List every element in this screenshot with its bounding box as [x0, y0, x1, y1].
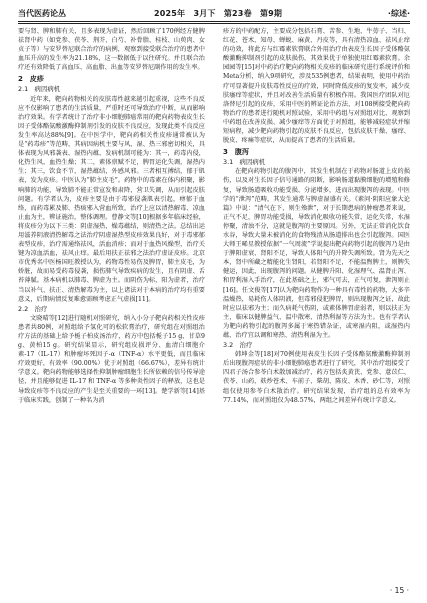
page-number: · 15 · — [389, 586, 409, 595]
section-heading: 3 腹泻 — [223, 148, 249, 157]
paragraph: 近年来，靶向药物相关的皮肤毒性越来越引起重视，这些不良反应不仅影响了患者的生活质量，严重时还可导致治疗中断，从而影响治疗效果。有学者统计了治疗非小细胞肺癌常用的靶向药物表皮生长因子受体酪氨酸激酶抑制剂引发的皮肤不良反应，发现此类不良反应发生率高达88%[9]。在中医学中，靶向药相关性皮疹通常被认为是“药毒疹”等范畴，其病因病机主要与风、湿、热三邪密切相关，具体表现为风邪袭表、湿热内蕴、发病机制可能为：其一，药毒内侵，化热生风，血热生燥；其二，素体禀赋不足，脾胃运化失调，湿热内生；其三，饮食不节，湿热蕴结，外感风邪。三者相互搏结，郁于肌表，发为皮疹。中医认为“肺主皮毛”。药物中的毒素在体内积聚，影响肺的功能，导致肺不能正常宣发和肃降，营卫失调，从而引起皮肤问题。有学者认为，皮疹主要是由于毒邪侵袭肌表引起，痹郁于血络，而药毒累及肺、热痰邪入营血所致，治疗上应以清热解毒、凉血止血为主，辨证施治，整体调理。曹静文等[10]根据多年临床经验，将皮疹分为以下三类：阴虚湿热，燥毒蕴结，则清热之法。总结出运用滋养阴液清热解毒之法治疗阴虚湿热型皮疹效果良好，对于毒邪郁表型皮疹，治疗需通络祛风，活血消疹；而对于血热风燥型，治疗关键为凉血活血，祛风止痒。最后用扶正祛邪之法治疗虚证皮疹。北京市优秀名中医杨国旺教授认为，药物毒性易伤及脾胃，肺主皮毛，为娇脏，故而易受药毒侵袭，损伤肺气导致疾病的发生，且有阴虚、舌苔薄腻。基本病机以肺毒、脾虚为主。而阴伤为标，阳为虚者，治疗当以补气、扶正、清热解毒为主，以上诸法对于本病的治疗均有重要意义，后期病情反复难愈需顾考虑正气虚损[11]。 — [18, 95, 205, 303]
subsection-heading: 2.2 治疗 — [18, 304, 48, 313]
section-heading: 2 皮疹 — [18, 75, 44, 84]
subsection-heading: 2.1 病因病机 — [18, 85, 61, 94]
running-header — [18, 6, 410, 20]
paragraph: 韩坤金等[18]对70例使用表皮生长因子受体酪氨酸激酶抑制剂后出现腹泻症状的非小细胞肺癌患者进行了研究，其中治疗组接受了四君子汤合参苓白术散加减治疗，药方包括炙黄芪、党参、薏苡仁、茯苓、山药、麸炒苍术、车前子、柴胡、陈皮、木香、砂仁等，对照组仅使用参苓白术散治疗。研究结果发现，治疗组的总有效率为77.14%，而对照组仅为48.57%，两组之间差异有统计学意义。 — [223, 351, 410, 404]
right-column — [223, 27, 410, 587]
paragraph: 疹方的中药配方，主要成分包括石膏、苦参、生地、牛蒡子、当归、红花、苍术、知母、蝉蜕、麻黄、丹皮等，具有清热凉血、祛风止痒的功效，将此方与红霉素软膏联合外用治疗由表皮生长因子受体酪氨酸激酶抑制剂引起的皮肤损伤，其效果优于单独使用红霉素软膏。余园园等[15]对中药治疗靶向药物相关皮疹的临床研究进行系统评价和Meta分析，纳入9项研究，涉及535例患者，结果表明，使用中药治疗可显著提升皮肤毒性反应的疗效，同时降低皮疹的复发率，减少皮肤瘙痒等症状，并且对改善生活质量有积极作用。我国医疗团队对厄洛替尼引起的皮疹，采用中医的辨证论治方法，对108例接受靶向药物治疗的患者进行随机对照试验，采用中药组与对照组对比，观察到中药组在改善皮损、减少瘙痒等方面优于对照组，能够减轻症状并缩短病程，减少靶向药物引起的皮肤不良反应，包括皮肤干燥、瘙痒、脱皮、疼痛等症状，从而提高了患者的生活质量。 — [223, 28, 410, 145]
journal-name: 当代医药论丛 — [18, 9, 66, 18]
header-rule-double — [18, 23, 410, 24]
paragraph: 文晓晴等[12]进行随机对照研究，纳入小分子靶向药相关性皮疹患者共80例，对照组给予氢化可的松软膏治疗，研究组在对照组治疗方法的基础上给予栀子柏皮汤治疗，药方中包括栀子15 g、甘草9 g、黄柏15 g。研究结果显示，研究组皮损评分、血清白细胞介素-17（IL-17）和肿瘤坏死因子-α（TNF-α）水平更低，而且临床疗效更好，有效率（90.00%）优于对照组（66.67%），差异有统计学意义。靶向药物能够选择性抑制肿瘤细胞生长所依赖的信号传导途径，并且能够促进 IL-17 和 TNF-α 等多种炎性因子的释放，这也是导致皮疹等不良反应的产生是至关重要的一环[13]。楚学新等[14]基于临床实践，创制了一种名为消 — [18, 314, 205, 404]
issue-info: 2025年 3月下 第23卷 第9期 — [154, 9, 283, 18]
subsection-heading: 3.1 病因病机 — [223, 158, 266, 167]
paragraph: 在靶向药物引起的腹泻中，其发生机制在于药物对肠道上皮的损伤，以及对生长因子信号通路的阻断，影响肠道黏膜细胞的增殖和修复，导致肠道吸收功能受损、分泌增多，进而出现腹泻的表现。中医学的“泄泻”范畴，其发生通常与脾虚湿盛有关。《素问·阴阳应象大论篇》中说：“清气在下，则生飧泄”，对于长期患病的肿瘤患者来说，正气不足，脾胃功能受损，导致消化吸收功能失常，运化失常，水湿停聚，清浊不分，这就是腹泻的主要原因。另外，无法正常消化饮食水谷，导致大量未被消化的食物残渣从肠道排出也会引起腹泻。国医大师王晞星教授依据“一气周流”学说提出靶向药物引起的腹泻乃是由于脾阳虚衰、肾阳不足，导致人体阳气的升降失调所致。肾为先天之本，肾中所藏之精能化生肾阳，若肾阳不足，不能温煦脾土，则脾失健运，因此，出现腹泻的问题。从健脾升阳、化湿理气、温肾止泻、和胃利湿入手治疗，在此基础之上，邪气可去，正气可复，泄泻则止[16]。任文俊等[17]认为靶向药物作为一种具有毒性的药物，大多辛温燥热，易耗伤人体阴液，但毒邪侵犯脾胃，则出现腹泻之证，故此时应以祛邪为主；而久病耗气伤阴，或素体脾胃虚弱者，则以扶正为主，临床以健脾益气、温中散寒、清热利湿等方法为主。也有学者认为靶向药物引起的腹泻多属于寒热错杂证，或寒湿内阻，或湿热内蕴，治疗宜以调和寒热、清热利湿为主。 — [223, 168, 410, 339]
left-column — [18, 27, 205, 587]
paragraph: 要与肾、脾和肺有关，且多表现为虚证，然后回顾了170例经方健脾祛肾中药（如党参、茯苓、荆芥、白芍、补骨脂、桂枝、山萸肉、女贞子等）与安罗替尼联合治疗的病例，观察到接受联合治疗的患者中血压升高的发生率为21.18%，这一数据低于以往研究。并且联合治疗还有效降低了高血压、高血脂、出血等安罗替尼副作用的发生率。 — [18, 28, 205, 72]
subsection-heading: 3.2 治疗 — [223, 341, 253, 350]
section-label: ·综述· — [387, 9, 410, 18]
header-rule — [18, 21, 410, 22]
